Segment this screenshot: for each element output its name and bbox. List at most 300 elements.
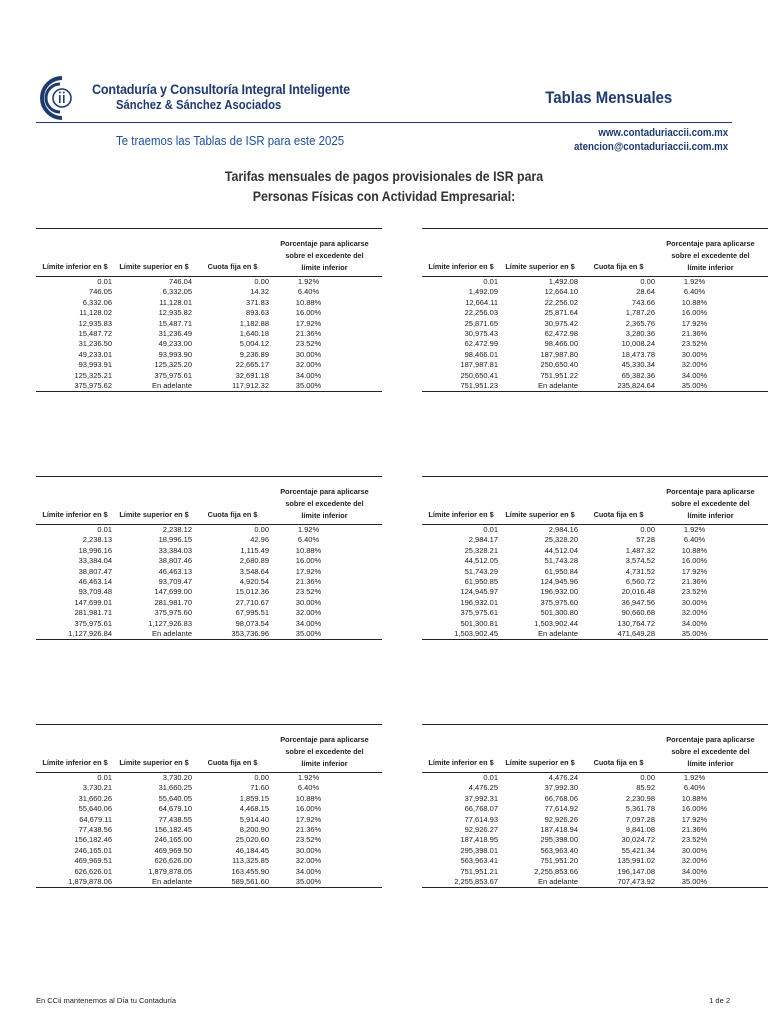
table-cell: 16.00%: [681, 804, 708, 814]
table-cell: 746.05: [89, 287, 112, 297]
table-row: [36, 556, 382, 566]
column-header: Límite inferior en $: [428, 758, 494, 767]
table-cell: 1.92%: [683, 277, 706, 286]
table-cell: En adelante: [537, 628, 578, 638]
table-cell: 1,115.49: [240, 545, 269, 555]
table-cell: 44,512.04: [544, 545, 578, 555]
table-cell: En adelante: [151, 380, 192, 390]
table-cell: 66,768.07: [464, 804, 498, 814]
table-cell: 15,012.36: [235, 587, 269, 597]
table-row: [36, 773, 382, 783]
table-cell: 12,664.11: [465, 297, 498, 307]
table-cell: 6,332.06: [82, 297, 112, 307]
table-cell: 1,503,902.45: [454, 628, 498, 638]
table-cell: 34.00%: [681, 866, 708, 876]
table-header: [36, 228, 382, 277]
column-header: Cuota fija en $: [593, 758, 644, 767]
table-cell: 1.92%: [297, 525, 320, 534]
table-row: [36, 339, 382, 349]
table-cell: 1.92%: [683, 525, 706, 534]
table-row: [422, 587, 768, 597]
table-row: [422, 619, 768, 629]
table-cell: 2,255,853.67: [454, 876, 498, 886]
table-cell: 21.36%: [681, 328, 708, 338]
table-cell: 55,640.05: [158, 793, 192, 803]
table-cell: 77,614.93: [464, 814, 498, 824]
table-cell: 32.00%: [681, 608, 708, 618]
table-cell: 707,473.92: [617, 876, 655, 886]
table-cell: 32.00%: [295, 608, 322, 618]
table-cell: 893.63: [246, 308, 269, 318]
table-cell: 746.04: [169, 277, 192, 286]
table-cell: 77,438.55: [158, 814, 192, 824]
table-cell: 626,626.01: [74, 866, 112, 876]
table-row: [422, 846, 768, 856]
table-cell: 469,969.50: [154, 845, 192, 855]
table-cell: 501,300.81: [460, 618, 498, 628]
table-cell: 751,951.22: [540, 370, 578, 380]
table-cell: 2,230.98: [625, 793, 655, 803]
table-cell: 1.92%: [683, 773, 706, 782]
table-cell: 34.00%: [295, 370, 322, 380]
table-row: [422, 371, 768, 381]
table-cell: 46,463.14: [78, 576, 112, 586]
column-header: Porcentaje para aplicarse sobre el excedente del límite inferior: [666, 239, 755, 272]
table-cell: 124,945.96: [540, 576, 578, 586]
table-cell: 62,472.99: [464, 339, 498, 349]
table-row: [36, 846, 382, 856]
isr-table-3: [36, 476, 382, 640]
table-row: [36, 856, 382, 866]
table-cell: 2,238.13: [82, 535, 112, 545]
table-cell: 23.52%: [295, 339, 322, 349]
table-bottom-rule: [36, 887, 382, 888]
header-divider: [36, 122, 732, 123]
table-cell: 196,932.00: [540, 587, 578, 597]
table-cell: 98,466.00: [544, 339, 578, 349]
table-cell: 4,731.52: [625, 566, 655, 576]
page-heading: [0, 166, 768, 206]
table-cell: 55,640.06: [78, 804, 112, 814]
table-row: [36, 629, 382, 639]
table-cell: 196,147.08: [617, 866, 655, 876]
table-row: [422, 277, 768, 287]
table-bottom-rule: [422, 887, 768, 888]
table-row: [36, 329, 382, 339]
table-row: [422, 298, 768, 308]
column-header: Límite superior en $: [505, 510, 575, 519]
ccii-logo-icon: [36, 74, 76, 122]
table-row: [36, 277, 382, 287]
table-cell: 98,073.54: [235, 618, 269, 628]
table-cell: 501,300.80: [540, 608, 578, 618]
table-row: [36, 525, 382, 535]
table-cell: 23.52%: [681, 339, 708, 349]
table-cell: 125,325.21: [74, 370, 112, 380]
table-cell: 295,398.00: [540, 835, 578, 845]
table-cell: 0.00: [254, 525, 269, 534]
table-row: [422, 525, 768, 535]
table-cell: 147,699.01: [74, 597, 112, 607]
table-cell: 751,951.23: [460, 380, 498, 390]
table-row: [422, 556, 768, 566]
table-row: [422, 877, 768, 887]
table-cell: En adelante: [537, 380, 578, 390]
table-row: [422, 867, 768, 877]
table-cell: 375,975.61: [154, 370, 192, 380]
table-cell: 371.83: [246, 297, 269, 307]
table-cell: 4,476.24: [548, 773, 578, 782]
table-cell: 25,871.65: [464, 318, 498, 328]
table-cell: 11,128.02: [79, 308, 112, 318]
company-subtitle: Sánchez & Sánchez Asociados: [116, 98, 282, 112]
table-cell: 281,981.71: [74, 608, 112, 618]
table-row: [422, 825, 768, 835]
heading-line-1: Tarifas mensuales de pagos provisionales de ISR para: [224, 168, 544, 184]
table-cell: 93,993.90: [158, 349, 192, 359]
tagline: Te traemos las Tablas de ISR para este 2025: [116, 133, 345, 148]
table-row: [36, 794, 382, 804]
table-cell: 20,016.48: [621, 587, 655, 597]
table-cell: 6.40%: [297, 287, 320, 297]
table-cell: 1,127,926.84: [68, 628, 112, 638]
table-cell: 25,020.60: [235, 835, 269, 845]
table-cell: 38,807.47: [78, 566, 112, 576]
table-cell: 1,879,878.06: [68, 876, 112, 886]
table-cell: 21.36%: [681, 576, 708, 586]
table-row: [422, 567, 768, 577]
table-cell: 17.92%: [295, 814, 322, 824]
table-cell: 5,004.12: [239, 339, 269, 349]
table-row: [422, 577, 768, 587]
column-header: Límite superior en $: [119, 262, 189, 271]
table-cell: 36,947.56: [621, 597, 655, 607]
column-header: Cuota fija en $: [207, 758, 258, 767]
table-cell: 16.00%: [681, 556, 708, 566]
table-bottom-rule: [422, 391, 768, 392]
table-header: [36, 724, 382, 773]
table-cell: 33,384.04: [78, 556, 112, 566]
table-cell: 12,664.10: [544, 287, 578, 297]
table-cell: 21.36%: [295, 824, 322, 834]
table-cell: 0.01: [97, 525, 112, 534]
table-cell: 246,165.01: [74, 845, 112, 855]
table-cell: 6.40%: [297, 535, 320, 545]
table-cell: 16.00%: [295, 804, 322, 814]
table-cell: 10,008.24: [621, 339, 655, 349]
table-cell: 34.00%: [295, 866, 322, 876]
email-link[interactable]: atencion@contaduriaccii.com.mx: [573, 141, 728, 153]
table-cell: 3,548.64: [239, 566, 269, 576]
table-cell: 626,626.00: [154, 856, 192, 866]
table-cell: 6.40%: [297, 783, 320, 793]
table-cell: 71.60: [250, 783, 269, 793]
table-cell: 751,951.21: [460, 866, 498, 876]
table-cell: 33,384.03: [158, 545, 192, 555]
table-cell: 187,418.95: [460, 835, 498, 845]
table-cell: 34.00%: [681, 618, 708, 628]
table-row: [36, 298, 382, 308]
table-cell: 6.40%: [683, 535, 706, 545]
table-cell: 11,128.01: [159, 297, 192, 307]
table-cell: 28.64: [636, 287, 655, 297]
table-cell: 85.92: [636, 783, 655, 793]
table-cell: 563,963.40: [540, 845, 578, 855]
table-cell: 30.00%: [295, 845, 322, 855]
table-cell: 12,935.82: [158, 308, 192, 318]
table-cell: 42.96: [250, 535, 269, 545]
table-cell: 0.01: [97, 277, 112, 286]
table-cell: 125,325.20: [154, 360, 192, 370]
table-row: [36, 546, 382, 556]
table-cell: 57.28: [636, 535, 655, 545]
table-cell: 35.00%: [681, 380, 708, 390]
table-cell: 9,236.89: [239, 349, 269, 359]
table-cell: 66,768.06: [544, 793, 578, 803]
table-cell: 235,824.64: [617, 380, 655, 390]
table-cell: 8,200.90: [239, 824, 269, 834]
column-header: Porcentaje para aplicarse sobre el excedente del límite inferior: [666, 487, 755, 520]
table-cell: 22,256.02: [544, 297, 578, 307]
isr-table-6: [422, 724, 768, 888]
isr-table-5: [36, 724, 382, 888]
table-cell: 17.92%: [681, 318, 708, 328]
table-cell: 147,699.00: [154, 587, 192, 597]
table-row: [422, 608, 768, 618]
table-cell: 1,127,926.83: [148, 618, 192, 628]
table-cell: 22,256.03: [464, 308, 498, 318]
column-header: Porcentaje para aplicarse sobre el excedente del límite inferior: [280, 239, 369, 272]
column-header: Cuota fija en $: [207, 510, 258, 519]
table-cell: 15,487.72: [78, 328, 112, 338]
table-cell: 3,574.52: [625, 556, 655, 566]
table-cell: 1,879,878.05: [148, 866, 192, 876]
table-cell: 375,975.60: [154, 608, 192, 618]
table-cell: 156,182.46: [74, 835, 112, 845]
table-row: [36, 608, 382, 618]
table-cell: 6.40%: [683, 783, 706, 793]
table-cell: 67,995.51: [235, 608, 269, 618]
table-cell: 1.92%: [297, 773, 320, 782]
table-cell: 6,560.72: [625, 576, 655, 586]
table-cell: 17.92%: [681, 566, 708, 576]
table-cell: En adelante: [151, 876, 192, 886]
table-cell: En adelante: [537, 876, 578, 886]
table-cell: 0.01: [483, 525, 498, 534]
column-header: Porcentaje para aplicarse sobre el excedente del límite inferior: [666, 735, 755, 768]
table-cell: 10.88%: [295, 545, 322, 555]
table-cell: 12,935.83: [78, 318, 112, 328]
table-cell: 3,730.21: [82, 783, 112, 793]
table-cell: 31,660.26: [78, 793, 112, 803]
table-cell: 10.88%: [681, 545, 708, 555]
table-cell: 187,987.80: [540, 349, 578, 359]
table-cell: 93,709.47: [158, 576, 192, 586]
table-row: [422, 350, 768, 360]
table-cell: 10.88%: [295, 793, 322, 803]
table-cell: 375,975.60: [540, 597, 578, 607]
table-cell: 10.88%: [295, 297, 322, 307]
table-row: [422, 339, 768, 349]
column-header: Porcentaje para aplicarse sobre el excedente del límite inferior: [280, 487, 369, 520]
table-cell: 163,455.90: [231, 866, 269, 876]
table-cell: 49,233.01: [78, 349, 112, 359]
table-cell: 37,992.31: [464, 793, 498, 803]
table-cell: 21.36%: [681, 824, 708, 834]
table-row: [422, 535, 768, 545]
table-row: [36, 877, 382, 887]
table-row: [36, 825, 382, 835]
table-cell: 51,743.28: [544, 556, 578, 566]
table-cell: 17.92%: [295, 566, 322, 576]
table-cell: 1,492.09: [468, 287, 498, 297]
table-cell: 17.92%: [295, 318, 322, 328]
isr-table-1: [36, 228, 382, 392]
table-header: [422, 228, 768, 277]
table-cell: 35.00%: [295, 628, 322, 638]
table-cell: 246,165.00: [154, 835, 192, 845]
table-cell: 113,325.85: [232, 856, 269, 866]
table-cell: 10.88%: [681, 297, 708, 307]
column-header: Límite inferior en $: [42, 262, 108, 271]
table-cell: 3,280.36: [625, 328, 655, 338]
table-row: [422, 815, 768, 825]
table-cell: 25,328.21: [464, 545, 498, 555]
table-cell: 32.00%: [295, 360, 322, 370]
table-cell: 471,649.28: [617, 628, 655, 638]
table-row: [36, 835, 382, 845]
table-cell: 3,730.20: [162, 773, 192, 782]
table-cell: En adelante: [151, 628, 192, 638]
table-cell: 375,975.61: [460, 608, 498, 618]
isr-table-2: [422, 228, 768, 392]
column-header: Límite inferior en $: [428, 262, 494, 271]
table-cell: 27,710.67: [235, 597, 269, 607]
table-row: [36, 371, 382, 381]
column-header: Cuota fija en $: [593, 510, 644, 519]
table-cell: 2,255,853.66: [534, 866, 578, 876]
table-cell: 0.00: [254, 773, 269, 782]
table-cell: 10.88%: [681, 793, 708, 803]
column-header: Límite inferior en $: [42, 758, 108, 767]
table-cell: 1,492.08: [548, 277, 578, 286]
table-cell: 98,466.01: [464, 349, 498, 359]
table-cell: 2,680.89: [239, 556, 269, 566]
table-cell: 0.00: [640, 773, 655, 782]
footer-slogan: En CCii mantenemos al Día tu Contaduría: [36, 996, 177, 1005]
table-cell: 32.00%: [681, 360, 708, 370]
table-cell: 0.00: [254, 277, 269, 286]
table-cell: 187,418.94: [540, 824, 578, 834]
page-number: 1 de 2: [709, 996, 730, 1005]
table-cell: 2,238.12: [162, 525, 192, 534]
table-row: [422, 835, 768, 845]
table-cell: 34.00%: [295, 618, 322, 628]
company-name: Contaduría y Consultoría Integral Inteligente: [92, 81, 350, 97]
table-cell: 35.00%: [295, 380, 322, 390]
table-row: [36, 867, 382, 877]
table-cell: 23.52%: [681, 587, 708, 597]
table-cell: 1,859.15: [239, 793, 269, 803]
table-cell: 135,991.02: [617, 856, 655, 866]
table-cell: 250,650.40: [540, 360, 578, 370]
document-title: Tablas Mensuales: [545, 88, 672, 107]
table-cell: 30.00%: [681, 845, 708, 855]
table-cell: 34.00%: [681, 370, 708, 380]
table-cell: 25,871.64: [544, 308, 578, 318]
table-cell: 4,476.25: [468, 783, 498, 793]
table-row: [422, 308, 768, 318]
table-cell: 281,981.70: [154, 597, 192, 607]
table-cell: 18,996.15: [158, 535, 192, 545]
table-cell: 61,950.84: [544, 566, 578, 576]
table-cell: 250,650.41: [460, 370, 498, 380]
table-row: [36, 287, 382, 297]
table-cell: 30.00%: [295, 597, 322, 607]
table-cell: 32.00%: [295, 856, 322, 866]
table-cell: 62,472.98: [544, 328, 578, 338]
table-bottom-rule: [422, 639, 768, 640]
table-row: [36, 619, 382, 629]
table-cell: 55,421.34: [621, 845, 655, 855]
table-cell: 16.00%: [681, 308, 708, 318]
table-row: [422, 804, 768, 814]
table-cell: 353,736.96: [231, 628, 269, 638]
table-cell: 469,969.51: [74, 856, 112, 866]
table-cell: 44,512.05: [464, 556, 498, 566]
table-cell: 45,330.34: [621, 360, 655, 370]
website-link[interactable]: www.contaduriaccii.com.mx: [598, 127, 728, 139]
table-cell: 5,914.40: [239, 814, 269, 824]
table-cell: 4,468.15: [239, 804, 269, 814]
table-cell: 1,487.32: [625, 545, 655, 555]
table-cell: 49,233.00: [158, 339, 192, 349]
table-cell: 124,945.97: [460, 587, 498, 597]
table-cell: 0.00: [640, 277, 655, 286]
table-cell: 46,184.45: [235, 845, 269, 855]
table-cell: 90,660.68: [621, 608, 655, 618]
table-cell: 30,975.43: [464, 328, 498, 338]
table-cell: 35.00%: [295, 876, 322, 886]
table-cell: 375,975.61: [74, 618, 112, 628]
table-cell: 61,950.85: [464, 576, 498, 586]
table-row: [36, 804, 382, 814]
column-header: Porcentaje para aplicarse sobre el excedente del límite inferior: [280, 735, 369, 768]
table-cell: 6.40%: [683, 287, 706, 297]
table-row: [422, 598, 768, 608]
table-header: [36, 476, 382, 525]
table-cell: 93,993.91: [78, 360, 112, 370]
table-cell: 14.32: [250, 287, 269, 297]
table-cell: 187,987.81: [460, 360, 498, 370]
table-cell: 375,975.62: [74, 380, 112, 390]
table-row: [36, 587, 382, 597]
table-cell: 32.00%: [681, 856, 708, 866]
table-cell: 30.00%: [681, 597, 708, 607]
table-cell: 117,912.32: [232, 380, 269, 390]
table-cell: 196,932.01: [460, 597, 498, 607]
table-cell: 93,709.48: [78, 587, 112, 597]
table-row: [36, 577, 382, 587]
table-row: [36, 783, 382, 793]
table-cell: 65,382.36: [621, 370, 655, 380]
table-cell: 31,236.50: [78, 339, 112, 349]
table-cell: 64,679.10: [158, 804, 192, 814]
table-row: [36, 350, 382, 360]
table-cell: 0.00: [640, 525, 655, 534]
table-cell: 18,996.16: [78, 545, 112, 555]
table-cell: 77,438.56: [78, 824, 112, 834]
